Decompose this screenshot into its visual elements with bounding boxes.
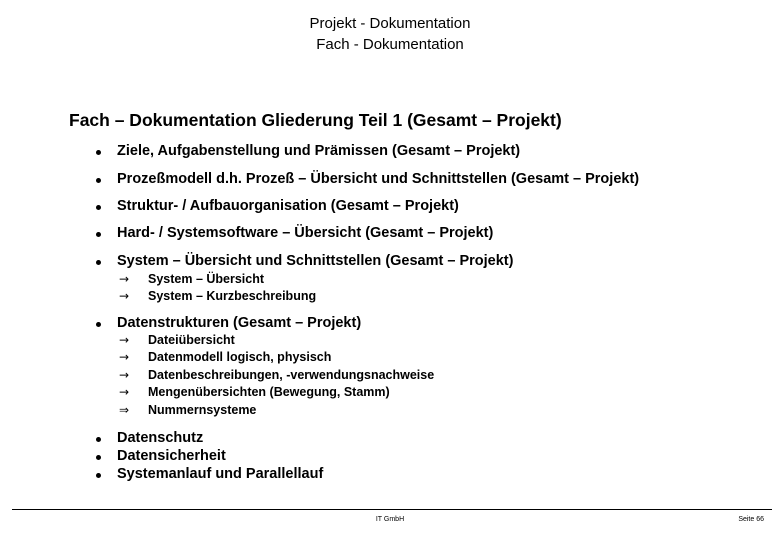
- bullet-dot-icon: [96, 150, 101, 155]
- sub-item: [119, 385, 390, 399]
- slide-title: Fach – Dokumentation Gliederung Teil 1 (Gesamt – Projekt): [69, 110, 562, 130]
- bullet-label: Prozeßmodell d.h. Prozeß – Übersicht und Schnittstellen (Gesamt – Projekt): [117, 171, 640, 187]
- bullet-item: [96, 143, 520, 159]
- bullet-dot-icon: [96, 232, 101, 237]
- bullet-label: Datenschutz: [117, 430, 204, 446]
- header-line-2: Fach - Dokumentation: [316, 36, 464, 53]
- bullet-item: [96, 225, 493, 241]
- sub-item: [119, 272, 264, 286]
- sub-item: [119, 403, 256, 417]
- bullet-dot-icon: [96, 473, 101, 478]
- sub-item-label: Dateiübersicht: [148, 333, 235, 347]
- bullet-label: Datenstrukturen (Gesamt – Projekt): [117, 315, 362, 331]
- arrow-right-icon: →: [119, 289, 130, 303]
- header-line-1: Projekt - Dokumentation: [309, 15, 471, 32]
- sub-item-label: Nummernsysteme: [148, 403, 257, 417]
- bullet-item: [96, 430, 203, 446]
- bullet-dot-icon: [96, 455, 101, 460]
- bullet-item: [96, 315, 361, 331]
- sub-item-label: Mengenübersichten (Bewegung, Stamm): [148, 385, 390, 399]
- sub-item-label: System – Übersicht: [148, 272, 265, 286]
- bullet-dot-icon: [96, 322, 101, 327]
- sub-item-label: Datenmodell logisch, physisch: [148, 350, 332, 364]
- bullet-dot-icon: [96, 437, 101, 442]
- footer-page-number: Seite 66: [738, 516, 764, 523]
- arrow-right-icon: →: [119, 368, 130, 382]
- bullet-dot-icon: [96, 260, 101, 265]
- bullet-item: [96, 171, 639, 187]
- bullet-label: Ziele, Aufgabenstellung und Prämissen (Gesamt – Projekt): [117, 143, 521, 159]
- sub-item: [119, 289, 316, 303]
- bullet-item: [96, 448, 226, 464]
- arrow-right-icon: →: [119, 385, 130, 399]
- bullet-label: Datensicherheit: [117, 448, 226, 464]
- arrow-right-icon: →: [119, 333, 130, 347]
- bullet-dot-icon: [96, 205, 101, 210]
- bullet-dot-icon: [96, 178, 101, 183]
- arrow-right-icon: →: [119, 350, 130, 364]
- bullet-label: Hard- / Systemsoftware – Übersicht (Gesamt – Projekt): [117, 225, 494, 241]
- sub-item-label: System – Kurzbeschreibung: [148, 289, 317, 303]
- bullet-item: [96, 253, 513, 269]
- document-header: [0, 13, 780, 55]
- sub-item: [119, 333, 235, 347]
- bullet-label: System – Übersicht und Schnittstellen (Gesamt – Projekt): [117, 253, 514, 269]
- bullet-item: [96, 198, 459, 214]
- bullet-item: [96, 466, 323, 482]
- footer-company: IT GmbH: [375, 516, 405, 523]
- double-arrow-right-icon: ⇒: [119, 403, 130, 417]
- sub-item: [119, 350, 331, 364]
- sub-item: [119, 368, 434, 382]
- sub-item-label: Datenbeschreibungen, -verwendungsnachweise: [148, 368, 435, 382]
- bullet-label: Struktur- / Aufbauorganisation (Gesamt – Projekt): [117, 198, 459, 214]
- bullet-label: Systemanlauf und Parallellauf: [117, 466, 324, 482]
- footer-divider: [12, 509, 772, 510]
- arrow-right-icon: →: [119, 272, 130, 286]
